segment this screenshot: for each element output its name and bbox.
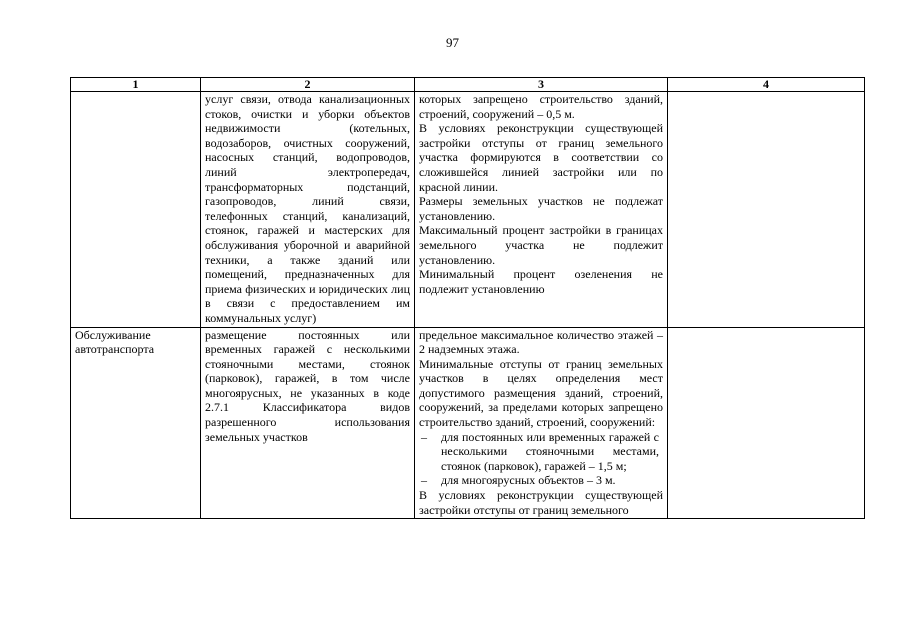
row2-col3-paragraph: В условиях реконструкции существующей застройки отступы от границ земельного [419, 488, 663, 517]
table-row [71, 327, 865, 519]
header-col-4: 4 [668, 78, 865, 92]
row2-col3-paragraph: Минимальные отступы от границ земельных участков в целях определения мест допустимого размещения зданий, строений, сооружений, за пределами которых запрещено строительство зданий, строений, сооружений: [419, 356, 663, 430]
row2-col2-permitted-use-description: размещение постоянных или временных гаражей с несколькими стояночными местами, стоянок (парковок), гаражей, в том числе многоярусных, не указанных в коде 2.7.1 Классификатора видов разрешенного использования земельных участков [201, 327, 415, 519]
row1-col3-paragraph: Размеры земельных участков не подлежат установлению. [419, 194, 663, 223]
row1-col3-paragraph: В условиях реконструкции существующей застройки отступы от границ земельного участка формируются в соответствии со сложившейся линией застройки или по красной линии. [419, 121, 663, 194]
setback-list [419, 430, 663, 488]
header-col-2: 2 [201, 78, 415, 92]
header-col-1: 1 [71, 78, 201, 92]
dash-bullet-icon: – [421, 473, 427, 488]
row1-col3-paragraph: Максимальный процент застройки в границах земельного участка не подлежит установлению. [419, 223, 663, 267]
regulations-table [70, 77, 865, 519]
row1-col3-paragraph: Минимальный процент озеленения не подлежит установлению [419, 267, 663, 296]
row1-col3-paragraph: которых запрещено строительство зданий, строений, сооружений – 0,5 м. [419, 92, 663, 121]
row2-col3-parameters [415, 327, 668, 519]
header-col-3: 3 [415, 78, 668, 92]
table-row [71, 92, 865, 328]
table-header-row [71, 78, 865, 92]
row2-col4 [668, 327, 865, 519]
row1-col1 [71, 92, 201, 328]
row1-col4 [668, 92, 865, 328]
setback-list-item [419, 473, 663, 488]
page-number: 97 [446, 35, 459, 50]
row2-col3-paragraph: предельное максимальное количество этажей – 2 надземных этажа. [419, 327, 663, 357]
row1-col3-parameters [415, 92, 668, 328]
row2-col1-use-type: Обслуживание автотранспорта [71, 327, 201, 519]
setback-list-item [419, 430, 663, 474]
setback-list-item-text: для многоярусных объектов – 3 м. [441, 473, 616, 488]
dash-bullet-icon: – [421, 429, 427, 444]
row1-col2-permitted-use-description: услуг связи, отвода канализационных стоков, очистки и уборки объектов недвижимости (котельных, водозаборов, очистных сооружений, насосных станций, водопроводов, линий электропередач, трансформаторных подстанций, газопроводов, линий связи, телефонных станций, канализаций, стоянок, гаражей и мастерских для обслуживания уборочной и аварийной техники, а также зданий или помещений, предназначенных для приема физических и юридических лиц в связи с предоставлением им коммунальных услуг) [201, 92, 415, 328]
setback-list-item-text: для постоянных или временных гаражей с несколькими стояночными местами, стоянок (парковок), гаражей – 1,5 м; [441, 429, 659, 473]
